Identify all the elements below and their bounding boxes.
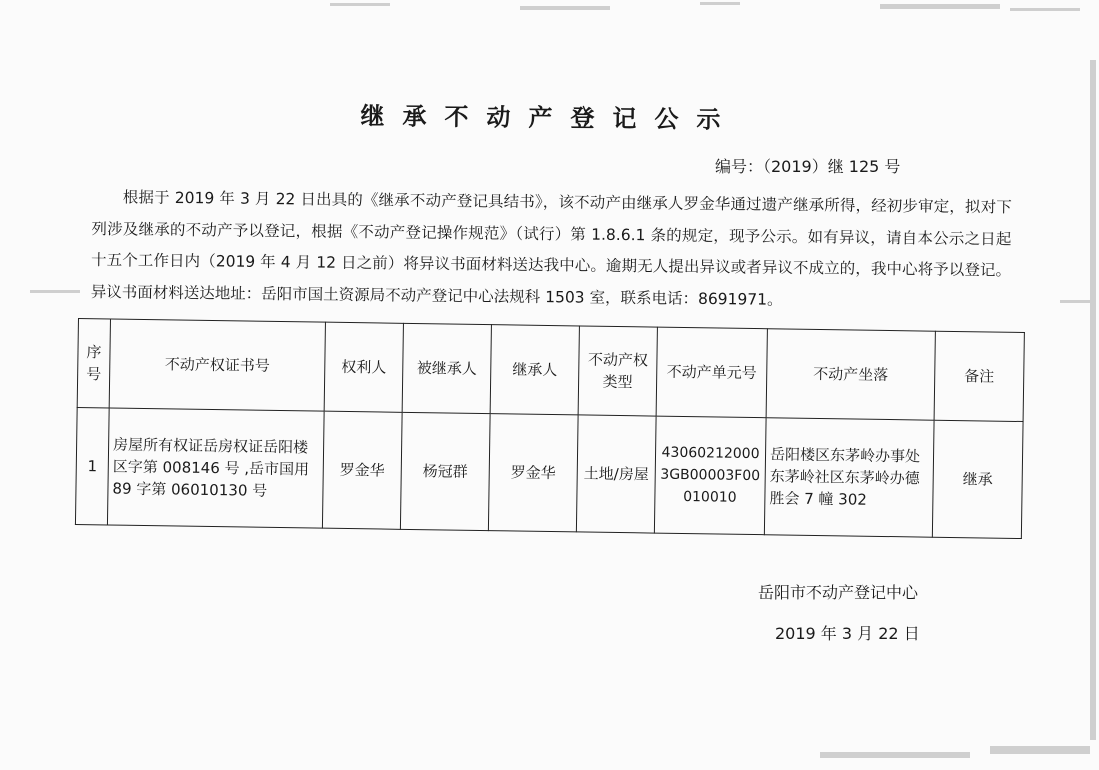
header-right-type: 不动产权类型	[578, 326, 657, 416]
cell-unit-no: 430602120003GB00003F00010010	[654, 416, 766, 535]
header-owner: 权利人	[324, 322, 403, 412]
header-location: 不动产坐落	[766, 329, 935, 420]
cell-seq: 1	[75, 407, 109, 524]
issue-date: 2019 年 3 月 22 日	[775, 624, 920, 643]
header-decedent: 被继承人	[402, 323, 491, 413]
page-title: 继承不动产登记公示	[360, 101, 739, 134]
notice-body	[91, 182, 1012, 318]
cell-heir: 罗金华	[488, 414, 578, 532]
cell-owner: 罗金华	[322, 411, 402, 529]
document-number: 编号：（2019）继 125 号	[715, 157, 901, 176]
notice-paragraph: 根据于 2019 年 3 月 22 日出具的《继承不动产登记具结书》，该不动产由继承人罗金华通过遗产继承所得，经初步审定，拟对下列涉及继承的不动产予以登记，根据《不动产登记操作规范》（试行）第 1.8.6.1 条的规定，现予公示。如有异议，请自本公示之日起十五个工作日内（2019 年 4 月 12 日之前）将异议书面材料送达我中心。逾期无人提出异议或者异议不成立的，我中心将予以登记。异议书面材料送达地址：岳阳市国土资源局不动产登记中心法规科 1503 室，联系电话：8691971。	[90, 188, 1012, 309]
issuer-name: 岳阳市不动产登记中心	[758, 583, 919, 602]
header-cert-no: 不动产权证书号	[109, 319, 325, 411]
header-seq: 序号	[77, 319, 110, 408]
header-remark: 备注	[934, 331, 1024, 421]
cell-decedent: 杨冠群	[400, 412, 490, 530]
table-header-row	[77, 319, 1024, 422]
header-unit-no: 不动产单元号	[656, 327, 767, 418]
cell-remark: 继承	[932, 420, 1023, 538]
cell-right-type: 土地/房屋	[576, 415, 656, 533]
cell-location: 岳阳楼区东茅岭办事处东茅岭社区东茅岭办德胜会 7 幢 302	[764, 418, 934, 537]
cell-cert-no: 房屋所有权证岳房权证岳阳楼区字第 008146 号 ,岳市国用 89 字第 06010130 号	[107, 408, 324, 528]
registration-table	[75, 318, 1025, 539]
header-heir: 继承人	[490, 325, 579, 415]
table-row	[75, 407, 1023, 538]
